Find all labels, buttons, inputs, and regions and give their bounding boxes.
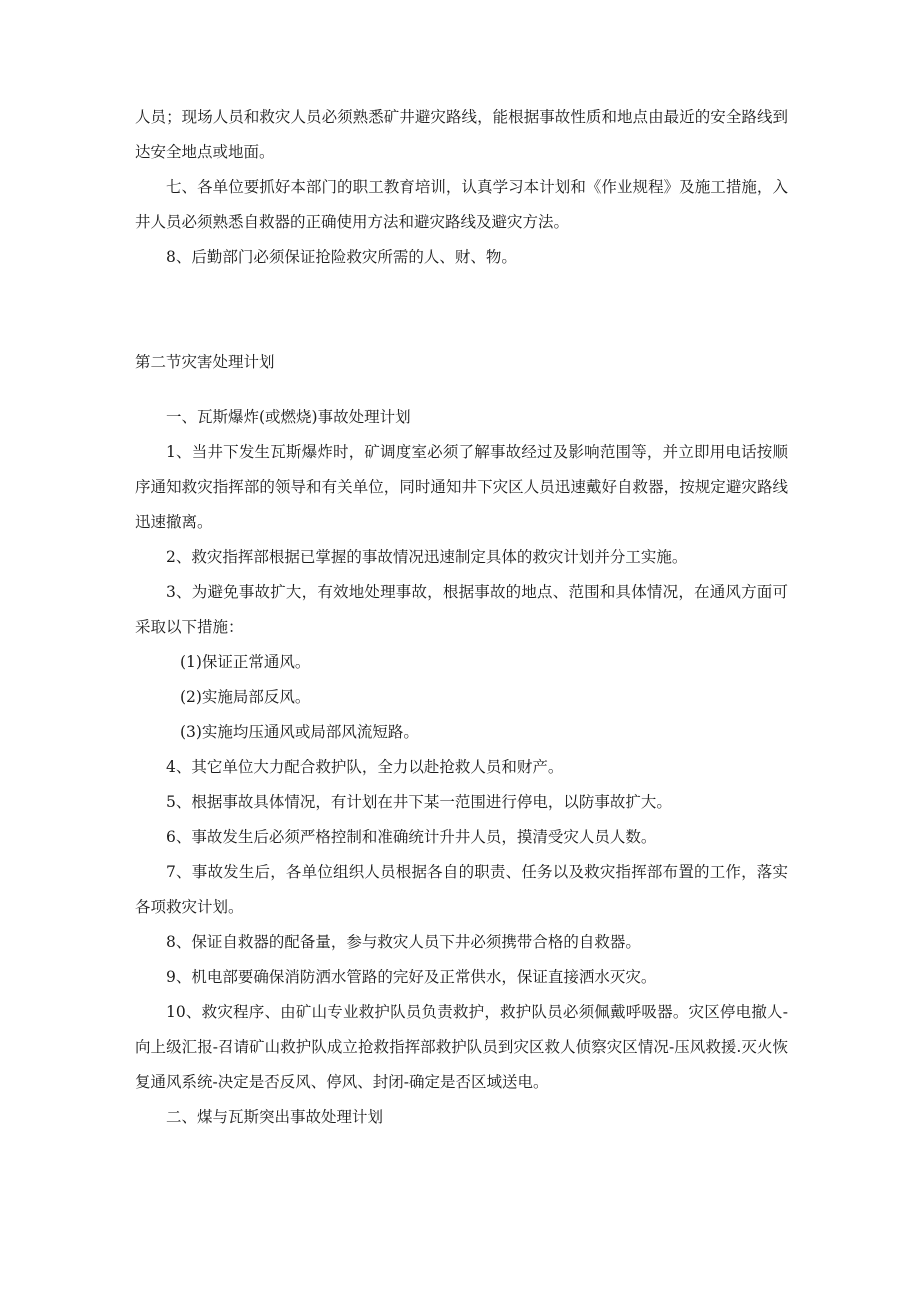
list-item-ventilation-1: (1)保证正常通风。: [179, 653, 311, 671]
paragraph-item-8: 8、后勤部门必须保证抢险救灾所需的人、财、物。: [166, 248, 517, 266]
section-heading: 第二节灾害处理计划: [135, 353, 275, 371]
paragraph-step-1: 1、当井下发生瓦斯爆炸时，矿调度室必须了解事故经过及影响范围等，并立即用电话按顺序通知救灾指挥部的领导和有关单位，同时通知井下灾区人员迅速戴好自救器，按规定避灾路线迅速撤离。: [135, 443, 788, 531]
paragraph-step-8: 8、保证自救器的配备量，参与救灾人员下井必须携带合格的自救器。: [166, 933, 641, 951]
paragraph-step-6: 6、事故发生后必须严格控制和准确统计升井人员，摸清受灾人员人数。: [166, 828, 657, 846]
paragraph-step-3: 3、为避免事故扩大，有效地处理事故，根据事故的地点、范围和具体情况，在通风方面可采取以下措施：: [135, 583, 788, 636]
subsection-heading-outburst: 二、煤与瓦斯突出事故处理计划: [166, 1108, 384, 1126]
paragraph-step-2: 2、救灾指挥部根据已掌握的事故情况迅速制定具体的救灾计划并分工实施。: [166, 548, 688, 566]
paragraph-step-10: 10、救灾程序、由矿山专业救护队员负责救护，救护队员必须佩戴呼吸器。灾区停电撤人-向上级汇报-召请矿山救护队成立抢救指挥部救护队员到灾区救人侦察灾区情况-压风救援.灭火恢复通风系统-决定是否反风、停风、封闭-确定是否区域送电。: [135, 1003, 788, 1091]
paragraph-step-9: 9、机电部要确保消防洒水管路的完好及正常供水，保证直接洒水灭灾。: [166, 968, 657, 986]
subsection-heading-gas-explosion: 一、瓦斯爆炸(或燃烧)事故处理计划: [166, 408, 411, 426]
paragraph-step-7: 7、事故发生后，各单位组织人员根据各自的职责、任务以及救灾指挥部布置的工作，落实各项救灾计划。: [135, 863, 788, 916]
paragraph-step-4: 4、其它单位大力配合救护队，全力以赴抢救人员和财产。: [166, 758, 564, 776]
document-body: [135, 100, 788, 1135]
list-item-ventilation-2: (2)实施局部反风。: [179, 688, 311, 706]
list-item-ventilation-3: (3)实施均压通风或局部风流短路。: [179, 723, 419, 741]
paragraph-continuation: 人员；现场人员和救灾人员必须熟悉矿井避灾路线，能根据事故性质和地点由最近的安全路线到达安全地点或地面。: [135, 108, 788, 161]
paragraph-item-7: 七、各单位要抓好本部门的职工教育培训，认真学习本计划和《作业规程》及施工措施，入井人员必须熟悉自救器的正确使用方法和避灾路线及避灾方法。: [135, 178, 788, 231]
paragraph-step-5: 5、根据事故具体情况，有计划在井下某一范围进行停电，以防事故扩大。: [166, 793, 672, 811]
